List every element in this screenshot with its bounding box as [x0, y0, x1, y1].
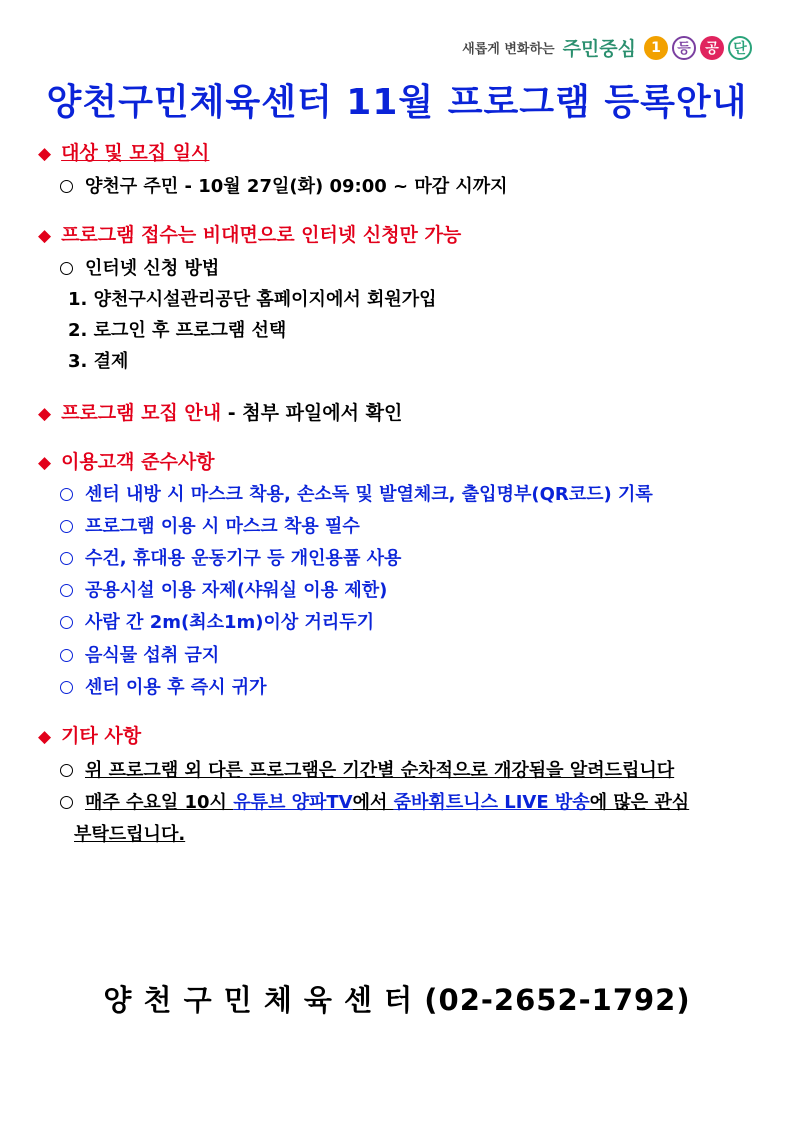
section-guide-heading	[38, 398, 402, 425]
online-step-3: 3. 결제	[68, 351, 129, 372]
logo-badge-2: 등	[672, 36, 696, 60]
section-online-title: 프로그램 접수는 비대면으로 인터넷 신청만 가능	[61, 224, 462, 246]
rules-item	[60, 480, 653, 506]
circle-bullet-icon	[60, 180, 73, 193]
section-rules-heading	[38, 447, 215, 474]
section-recruit-title: 대상 및 모집 일시	[61, 142, 210, 164]
section-guide-suffix: - 첨부 파일에서 확인	[221, 402, 403, 424]
live-broadcast-text: 줌바휘트니스 LIVE 방송	[393, 792, 590, 813]
circle-bullet-icon	[60, 616, 73, 629]
circle-bullet-icon	[60, 649, 73, 662]
circle-bullet-icon	[60, 488, 73, 501]
circle-bullet-icon	[60, 520, 73, 533]
etc-item-2	[60, 788, 689, 814]
section-guide-title: 프로그램 모집 안내	[61, 402, 222, 424]
circle-bullet-icon	[60, 796, 73, 809]
section-rules-title: 이용고객 준수사항	[61, 451, 215, 473]
circle-bullet-icon	[60, 681, 73, 694]
footer-contact: 양 천 구 민 체 육 센 터 (02-2652-1792)	[103, 983, 691, 1017]
page-title: 양천구민체육센터 11월 프로그램 등록안내	[46, 82, 748, 123]
section-online-heading	[38, 220, 461, 247]
logo-badge-1: 1	[644, 36, 668, 60]
logo-slogan: 새롭게 변화하는	[462, 42, 555, 57]
online-item	[60, 254, 219, 280]
rules-item-text: 센터 내방 시 마스크 착용, 손소독 및 발열체크, 출입명부(QR코드) 기록	[85, 484, 653, 505]
logo-badge-4: 단	[728, 36, 752, 60]
online-step-2: 2. 로그인 후 프로그램 선택	[68, 320, 287, 341]
online-step-1: 1. 양천구시설관리공단 홈페이지에서 회원가입	[68, 289, 437, 310]
section-etc-heading	[38, 721, 141, 748]
diamond-bullet-icon: ◆	[38, 404, 52, 424]
rules-item-text: 프로그램 이용 시 마스크 착용 필수	[85, 516, 360, 537]
rules-item	[60, 512, 360, 538]
etc-item-1-text: 위 프로그램 외 다른 프로그램은 기간별 순차적으로 개강됨을 알려드립니다	[85, 760, 675, 781]
circle-bullet-icon	[60, 262, 73, 275]
etc-item-2-part-e: 에 많은 관심	[589, 792, 690, 813]
section-recruit-heading	[38, 138, 209, 165]
diamond-bullet-icon: ◆	[38, 453, 52, 473]
rules-item-text: 센터 이용 후 즉시 귀가	[85, 677, 267, 698]
recruit-item	[60, 172, 508, 198]
etc-item-2-continued	[74, 820, 185, 846]
rules-item-text: 사람 간 2m(최소1m)이상 거리두기	[85, 612, 375, 633]
etc-item-1	[60, 756, 674, 782]
rules-item-text: 공용시설 이용 자제(샤워실 이용 제한)	[85, 580, 388, 601]
rules-item	[60, 576, 387, 602]
etc-item-2-part-c: 에서	[352, 792, 394, 813]
section-etc-title: 기타 사항	[61, 725, 142, 747]
online-item-text: 인터넷 신청 방법	[85, 258, 220, 279]
logo	[462, 34, 752, 61]
diamond-bullet-icon: ◆	[38, 144, 52, 164]
etc-item-2-part-f: 부탁드립니다.	[74, 824, 186, 845]
diamond-bullet-icon: ◆	[38, 727, 52, 747]
rules-item	[60, 544, 401, 570]
circle-bullet-icon	[60, 584, 73, 597]
recruit-item-text: 양천구 주민 - 10월 27일(화) 09:00 ~ 마감 시까지	[85, 176, 508, 197]
diamond-bullet-icon: ◆	[38, 226, 52, 246]
circle-bullet-icon	[60, 764, 73, 777]
youtube-channel-text: 유튜브 양파TV	[233, 792, 353, 813]
rules-item-text: 수건, 휴대용 운동기구 등 개인용품 사용	[85, 548, 402, 569]
logo-badge-3: 공	[700, 36, 724, 60]
rules-item	[60, 608, 374, 634]
logo-main-text: 주민중심	[562, 38, 636, 60]
rules-item-text: 음식물 섭취 금지	[85, 645, 220, 666]
rules-item	[60, 673, 267, 699]
circle-bullet-icon	[60, 552, 73, 565]
rules-item	[60, 641, 219, 667]
etc-item-2-part-a: 매주 수요일 10시	[85, 792, 234, 813]
